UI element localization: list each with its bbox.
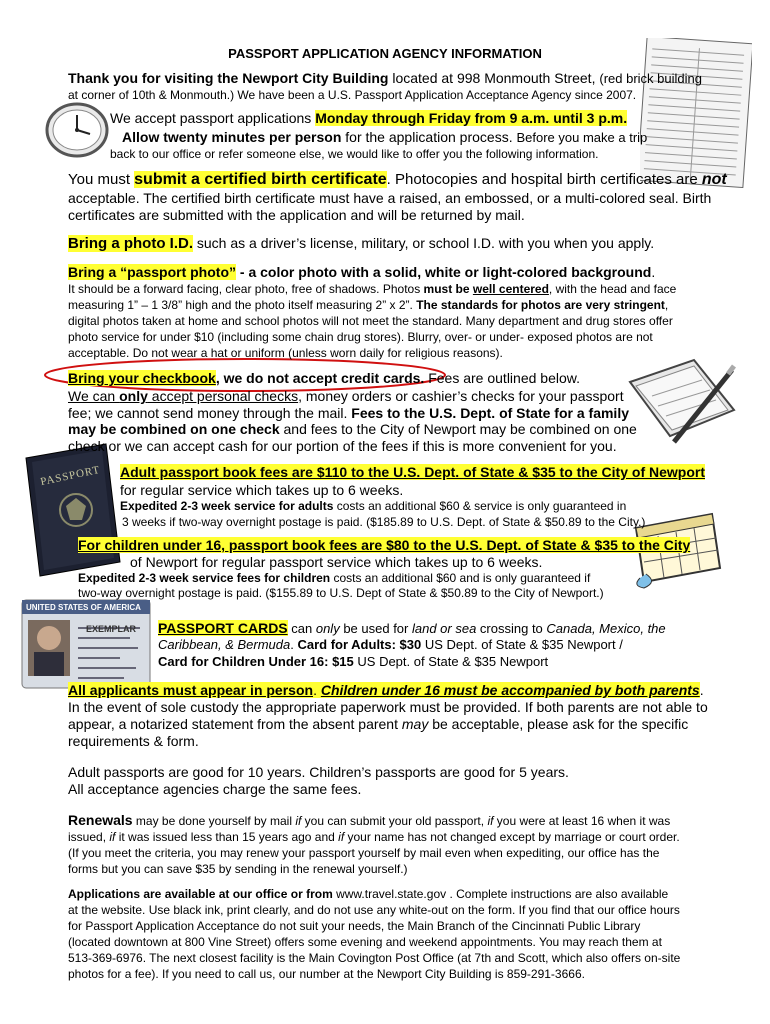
appear-highlight: All applicants must appear in person (68, 682, 314, 698)
birth-highlight: submit a certified birth certificate (134, 171, 387, 188)
passport-photo-line-3: measuring 1” – 1 3/8” high and the photo itself measuring 2” x 2”. The standards for photos are very stringent, (68, 298, 669, 312)
child-fees-line-4: two-way overnight postage is paid. ($155.89 to U.S. Dept of State & $50.89 to the City of Newport.) (78, 586, 604, 600)
intro-line-2: at corner of 10th & Monmouth.) We have been a U.S. Passport Application Acceptance Agency since 2007. (68, 88, 637, 102)
hours-line-3: back to our office or refer someone else, we would like to offer you the following information. (110, 147, 599, 161)
validity-line-1: Adult passports are good for 10 years. Children’s passports are good for 5 years. (68, 764, 569, 780)
validity-line-2: All acceptance agencies charge the same fees. (68, 781, 362, 797)
birth-line-2: acceptable. The certified birth certificate must have a raised, an embossed, or a multi-colored seal. Birth (68, 190, 712, 206)
checkbook-line-5: check or we can accept cash for our portion of the fees if this is more convenient for you. (68, 438, 617, 454)
passport-card-header: UNITED STATES OF AMERICA (26, 603, 141, 612)
appear-line-4: requirements & form. (68, 733, 199, 749)
passport-photo-line-1: Bring a “passport photo” - a color photo with a solid, white or light-colored background. (68, 264, 656, 280)
appear-line-3: appear, a notarized statement from the absent parent may be acceptable, please ask for the specific (68, 716, 689, 732)
cards-line-1: PASSPORT CARDS can only be used for land or sea crossing to Canada, Mexico, the (158, 620, 666, 636)
intro-location: Thank you for visiting the Newport City Building (68, 70, 389, 86)
hours-line-1: We accept passport applications Monday through Friday from 9 a.m. until 3 p.m. (110, 110, 628, 126)
checkbook-line-4: may be combined on one check and fees to the City of Newport may be combined on one (68, 421, 637, 437)
applications-line-6: photos for a fee). If you need to call us, our number at the Newport City Building is 859-291-3666. (68, 967, 585, 981)
adult-fees-line-3: Expedited 2-3 week service for adults costs an additional $60 & service is only guaranteed in (120, 499, 627, 513)
checkbook-line-1: Bring your checkbook, we do not accept credit cards. Fees are outlined below. (68, 370, 580, 386)
renewals-line-2: issued, if it was issued less than 15 years ago and if your name has not changed except by marriage or court order. (68, 830, 680, 844)
appear-line-1: All applicants must appear in person. Children under 16 must be accompanied by both parents. (68, 682, 704, 698)
birth-line-3: certificates are submitted with the application and will be returned by mail. (68, 207, 525, 223)
renewals-line-4: forms but you can save $35 by sending in the renewal yourself.) (68, 862, 408, 876)
checkbook-line-3: fee; we cannot send money through the mail. Fees to the U.S. Dept. of State for a family (68, 405, 629, 421)
checkbook-highlight: Bring your checkbook (68, 370, 216, 386)
intro-line-1: Thank you for visiting the Newport City Building located at 998 Monmouth Street, (red brick building (68, 70, 702, 86)
child-fees-line-1 (78, 537, 690, 553)
adult-fees-line-4: 3 weeks if two-way overnight postage is paid. ($185.89 to U.S. Dept. of State & $50.89 to the City.) (122, 515, 646, 529)
photo-id-line: Bring a photo I.D. such as a driver’s license, military, or school I.D. with you when you apply. (68, 235, 655, 252)
page-title: PASSPORT APPLICATION AGENCY INFORMATION (228, 46, 542, 61)
passport-book-label: PASSPORT (39, 463, 102, 489)
child-fees-line-3: Expedited 2-3 week service fees for children costs an additional $60 and is only guaranteed if (78, 571, 591, 585)
passport-photo-line-6: acceptable. Do not wear a hat or uniform (unless worn daily for religious reasons). (68, 346, 503, 360)
cards-highlight: PASSPORT CARDS (158, 620, 288, 636)
photo-id-highlight: Bring a photo I.D. (68, 235, 193, 252)
passport-photo-line-5: photo service for under $10 (including some chain drug stores). Blurry, over- or under- exposed photos are not (68, 330, 653, 344)
passport-card-exemplar: EXEMPLAR (86, 624, 137, 634)
cards-line-3: Card for Children Under 16: $15 US Dept. of State & $35 Newport (158, 654, 549, 669)
website-link[interactable]: www.travel.state.gov . Complete instructions are also available (332, 887, 669, 901)
applications-line-3: for Passport Application Acceptance do not suit your needs, the Main Branch of the Cincinnati Public Library (68, 919, 641, 933)
applications-line-2: at the website. Use black ink, print clearly, and do not use any white-out on the form. If you find that our office hours (68, 903, 680, 917)
child-fees-line-2: of Newport for regular passport service which takes up to 6 weeks. (130, 554, 543, 570)
checkbook-icon (622, 352, 740, 452)
appear-line-2: In the event of sole custody the appropriate paperwork must be provided. If both parents are not able to (68, 699, 708, 715)
applications-line-4: (located downtown at 800 Vine Street) offers some evening and weekend appointments. You may reach them at (68, 935, 662, 949)
birth-line-1: You must submit a certified birth certificate. Photocopies and hospital birth certificates are not (68, 171, 727, 188)
adult-fees-line-1 (120, 464, 705, 480)
passport-photo-line-2: It should be a forward facing, clear photo, free of shadows. Photos must be well centered, with the head and face (68, 282, 677, 296)
renewals-line-1: Renewals may be done yourself by mail if you can submit your old passport, if you were at least 16 when it was (68, 812, 671, 828)
passport-photo-line-4: digital photos taken at home and school photos will not meet the standard. Many department and drug stores offer (68, 314, 673, 328)
passport-book-image (22, 440, 124, 580)
adult-fees-line-2: for regular service which takes up to 6 weeks. (120, 482, 404, 498)
passport-photo-highlight: Bring a “passport photo” (68, 264, 236, 280)
adult-fees-highlight: Adult passport book fees are $110 to the U.S. Dept. of State & $35 to the City of Newport (120, 464, 705, 480)
hours-highlight: Monday through Friday from 9 a.m. until 3 p.m. (315, 110, 628, 126)
applications-line-5: 513-369-6976. The next closest facility is the Main Covington Post Office (at 7th and Scott, which also offers on-site (68, 951, 681, 965)
renewals-line-3: (If you meet the criteria, you may renew your passport yourself by mail even when expediting, our office has the (68, 846, 660, 860)
child-fees-highlight: For children under 16, passport book fees are $80 to the U.S. Dept. of State & $35 to the City (78, 537, 691, 553)
cards-line-2: Caribbean, & Bermuda. Card for Adults: $30 US Dept. of State & $35 Newport / (158, 637, 623, 652)
checkbook-line-2: We can only accept personal checks, money orders or cashier’s checks for your passport (68, 388, 624, 404)
clock-icon (42, 98, 112, 162)
applications-line-1: Applications are available at our office or from www.travel.state.gov . Complete instructions are also available (68, 887, 669, 901)
hours-line-2: Allow twenty minutes per person for the application process. Before you make a trip (122, 129, 648, 145)
renewals-heading: Renewals (68, 812, 133, 828)
